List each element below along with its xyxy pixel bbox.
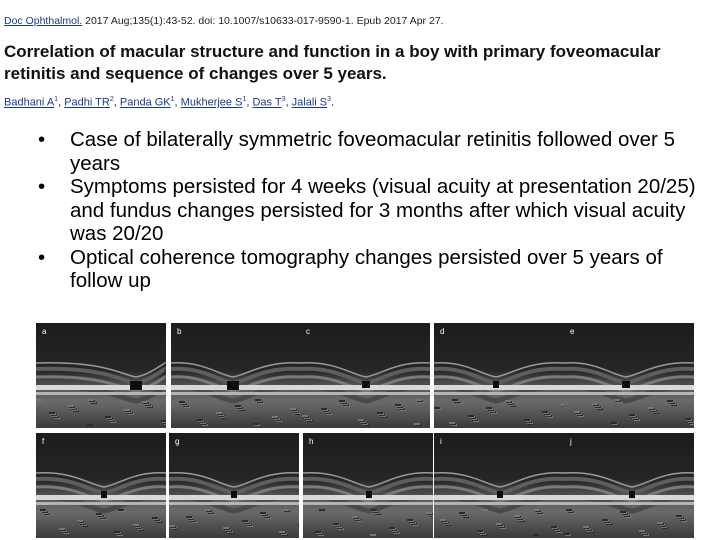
panel-label: d — [440, 327, 445, 336]
bullet-text: Optical coherence tomography changes persisted over 5 years of follow up — [70, 245, 663, 292]
oct-image — [434, 323, 564, 428]
bullet-marker: • — [38, 175, 46, 198]
oct-image — [169, 433, 299, 538]
oct-scan-f — [36, 433, 166, 538]
author-separator: , — [285, 96, 292, 109]
author-link[interactable]: Mukherjee S — [180, 96, 243, 109]
author-affiliation: 1 — [242, 96, 247, 103]
citation-line — [4, 15, 716, 33]
oct-scan-c — [300, 323, 430, 428]
author-affiliation: 1 — [170, 96, 175, 103]
oct-image — [303, 433, 433, 538]
author-separator: . — [331, 96, 335, 109]
author-link[interactable]: Panda GK — [119, 96, 171, 109]
panel-label: i — [440, 437, 442, 446]
panel-label: b — [177, 327, 182, 336]
bullet-text: Symptoms persisted for 4 weeks (visual acuity at presentation 20/25) and fundus changes persisted for 3 months after which visual acuity was 20/20 — [70, 175, 696, 245]
bullet-item — [38, 128, 718, 175]
author-link[interactable]: Badhani A — [4, 96, 55, 109]
author-affiliation: 2 — [109, 96, 114, 103]
bullet-marker: • — [38, 128, 46, 151]
bullet-item — [38, 246, 718, 293]
oct-scan-h — [303, 433, 433, 538]
oct-image — [36, 433, 166, 538]
panel-label: j — [570, 437, 572, 446]
oct-image — [171, 323, 301, 428]
oct-scan-d — [434, 323, 564, 428]
author-link[interactable]: Padhi TR — [64, 96, 110, 109]
oct-image — [564, 433, 694, 538]
panel-label: h — [309, 437, 314, 446]
author-separator: , — [174, 96, 181, 109]
panel-label: f — [42, 437, 45, 446]
oct-scan-i — [434, 433, 564, 538]
bullet-marker: • — [38, 245, 46, 269]
author-separator: , — [58, 96, 65, 109]
oct-image — [300, 323, 430, 428]
author-affiliation: 3 — [327, 96, 332, 103]
panel-label: a — [42, 327, 47, 336]
oct-scan-e — [564, 323, 694, 428]
oct-scan-g — [169, 433, 299, 538]
oct-image — [564, 323, 694, 428]
oct-image — [434, 433, 564, 538]
paper-title: Correlation of macular structure and function in a boy with primary foveomacular retinitis and sequence of changes over 5 years. — [4, 42, 661, 83]
journal-link[interactable]: Doc Ophthalmol. — [4, 15, 83, 27]
author-link[interactable]: Jalali S — [291, 96, 328, 109]
panel-label: e — [570, 327, 575, 336]
author-affiliation: 3 — [281, 96, 286, 103]
panel-label: g — [175, 437, 180, 446]
oct-scan-a — [36, 323, 166, 428]
oct-scan-b — [171, 323, 301, 428]
oct-image — [36, 323, 166, 428]
panel-label: c — [306, 327, 310, 336]
bullet-item — [38, 175, 718, 246]
author-list — [4, 96, 716, 112]
bullet-list — [38, 128, 718, 293]
bullet-text: Case of bilaterally symmetric foveomacular retinitis followed over 5 years — [70, 128, 675, 175]
citation-details: 2017 Aug;135(1):43-52. doi: 10.1007/s10633-017-9590-1. Epub 2017 Apr 27. — [82, 15, 444, 27]
author-separator: , — [113, 96, 120, 109]
author-link[interactable]: Das T — [252, 96, 282, 109]
author-affiliation: 1 — [54, 96, 59, 103]
author-separator: , — [246, 96, 253, 109]
oct-scan-j — [564, 433, 694, 538]
